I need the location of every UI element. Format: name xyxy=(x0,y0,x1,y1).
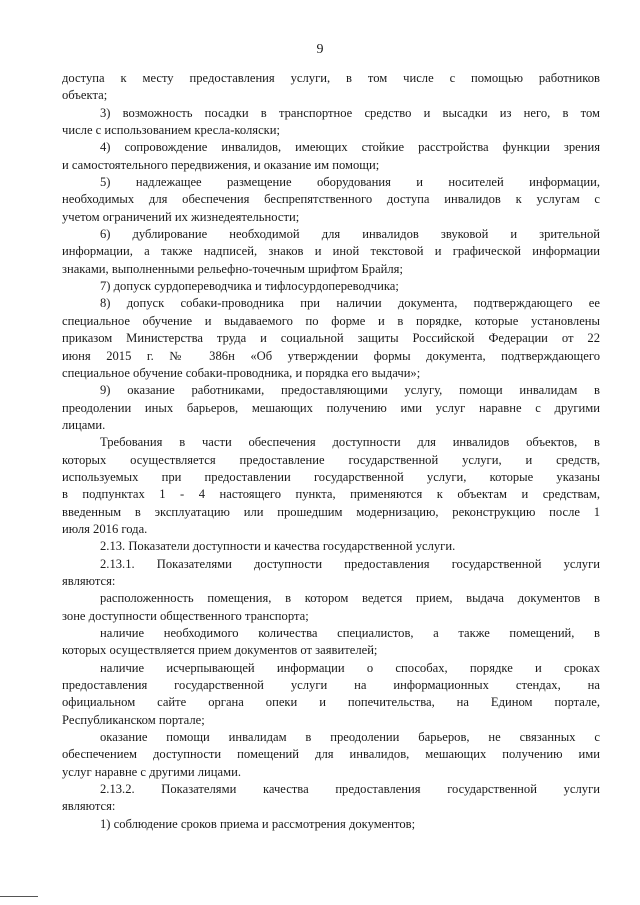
text-line: 2.13. Показатели доступности и качества государственной услуги. xyxy=(100,539,456,554)
text-line: наличие необходимого количества специалистов, а также помещений, в xyxy=(100,626,600,640)
text-line: предоставления государственной услуги на информационных стендах, на xyxy=(62,678,600,693)
text-line: приказом Министерства труда и социальной защиты Российской Федерации от 22 xyxy=(62,331,600,346)
text-line: Требования в части обеспечения доступности для инвалидов объектов, в xyxy=(100,435,600,450)
text-line: 7) допуск сурдопереводчика и тифлосурдопереводчика; xyxy=(100,279,399,294)
text-line: 9) оказание работниками, предоставляющими услугу, помощи инвалидам в xyxy=(100,383,600,398)
text-line: оказание помощи инвалидам в преодолении барьеров, не связанных с xyxy=(100,730,600,745)
text-line: которых осуществляется прием документов от заявителей; xyxy=(62,643,378,658)
text-line: обеспечением доступности помещений для инвалидов, мешающих получению ими xyxy=(62,747,600,762)
text-line: официальном сайте органа опеки и попечительства, на Едином портале, xyxy=(62,695,600,710)
text-line: доступа к месту предоставления услуги, в том числе с помощью работников xyxy=(62,71,600,85)
text-line: необходимых для обеспечения беспрепятственного доступа инвалидов к услугам с xyxy=(62,192,600,207)
text-line: являются: xyxy=(62,573,116,588)
page-number: 9 xyxy=(316,42,324,57)
text-line: 8) допуск собаки-проводника при наличии документа, подтверждающего ее xyxy=(100,296,600,311)
text-line: 3) возможность посадки в транспортное средство и высадки из него, в том xyxy=(100,105,600,120)
text-line: наличие исчерпывающей информации о способах, порядке и сроках xyxy=(100,660,600,675)
text-line: учетом ограничений их жизнедеятельности; xyxy=(62,209,300,224)
text-line: Республиканском портале; xyxy=(62,712,205,727)
text-line: специальное обучение собаки-проводника, и порядка его выдачи»; xyxy=(62,365,421,380)
text-line: июня 2015 г. № 386н «Об утверждении формы документа, подтверждающего xyxy=(62,348,600,363)
text-line: информации, а также надписей, знаков и иной текстовой и графической информации xyxy=(62,244,600,259)
text-line: лицами. xyxy=(62,417,106,432)
text-line: преодолении иных барьеров, мешающих получению ими услуг наравне с другими xyxy=(62,400,600,415)
text-line: 4) сопровождение инвалидов, имеющих стойкие расстройства функции зрения xyxy=(100,140,600,155)
text-line: расположенность помещения, в котором ведется прием, выдача документов в xyxy=(100,591,600,606)
text-line: июля 2016 года. xyxy=(62,521,148,536)
text-line: используемых при предоставлении государственной услуги, которые указаны xyxy=(62,469,600,484)
text-line: зоне доступности общественного транспорта; xyxy=(62,608,309,623)
text-line: и самостоятельного передвижения, и оказание им помощи; xyxy=(62,157,380,172)
text-line: объекта; xyxy=(62,88,108,103)
text-line: введенным в эксплуатацию или прошедшим модернизацию, реконструкцию после 1 xyxy=(62,504,600,519)
text-line: знаками, выполненными рельефно-точечным шрифтом Брайля; xyxy=(62,261,403,276)
text-line: 2.13.1. Показателями доступности предоставления государственной услуги xyxy=(100,556,600,571)
text-line: 1) соблюдение сроков приема и рассмотрения документов; xyxy=(100,816,416,831)
text-line: являются: xyxy=(62,799,116,814)
footer-rule xyxy=(0,896,38,897)
text-line: 6) дублирование необходимой для инвалидов звуковой и зрительной xyxy=(100,227,600,242)
text-line: в подпунктах 1 - 4 настоящего пункта, применяются к объектам и средствам, xyxy=(62,487,600,502)
text-line: которых осуществляется предоставление государственной услуги, и средств, xyxy=(62,452,600,467)
document-body xyxy=(62,70,600,833)
text-line: 2.13.2. Показателями качества предоставления государственной услуги xyxy=(100,782,600,797)
text-line: 5) надлежащее размещение оборудования и носителей информации, xyxy=(100,175,600,190)
text-line: услуг наравне с другими лицами. xyxy=(62,764,241,779)
text-line: числе с использованием кресла-коляски; xyxy=(62,123,281,138)
text-line: специальное обучение и выдаваемого по форме и в порядке, которые установлены xyxy=(62,313,600,328)
